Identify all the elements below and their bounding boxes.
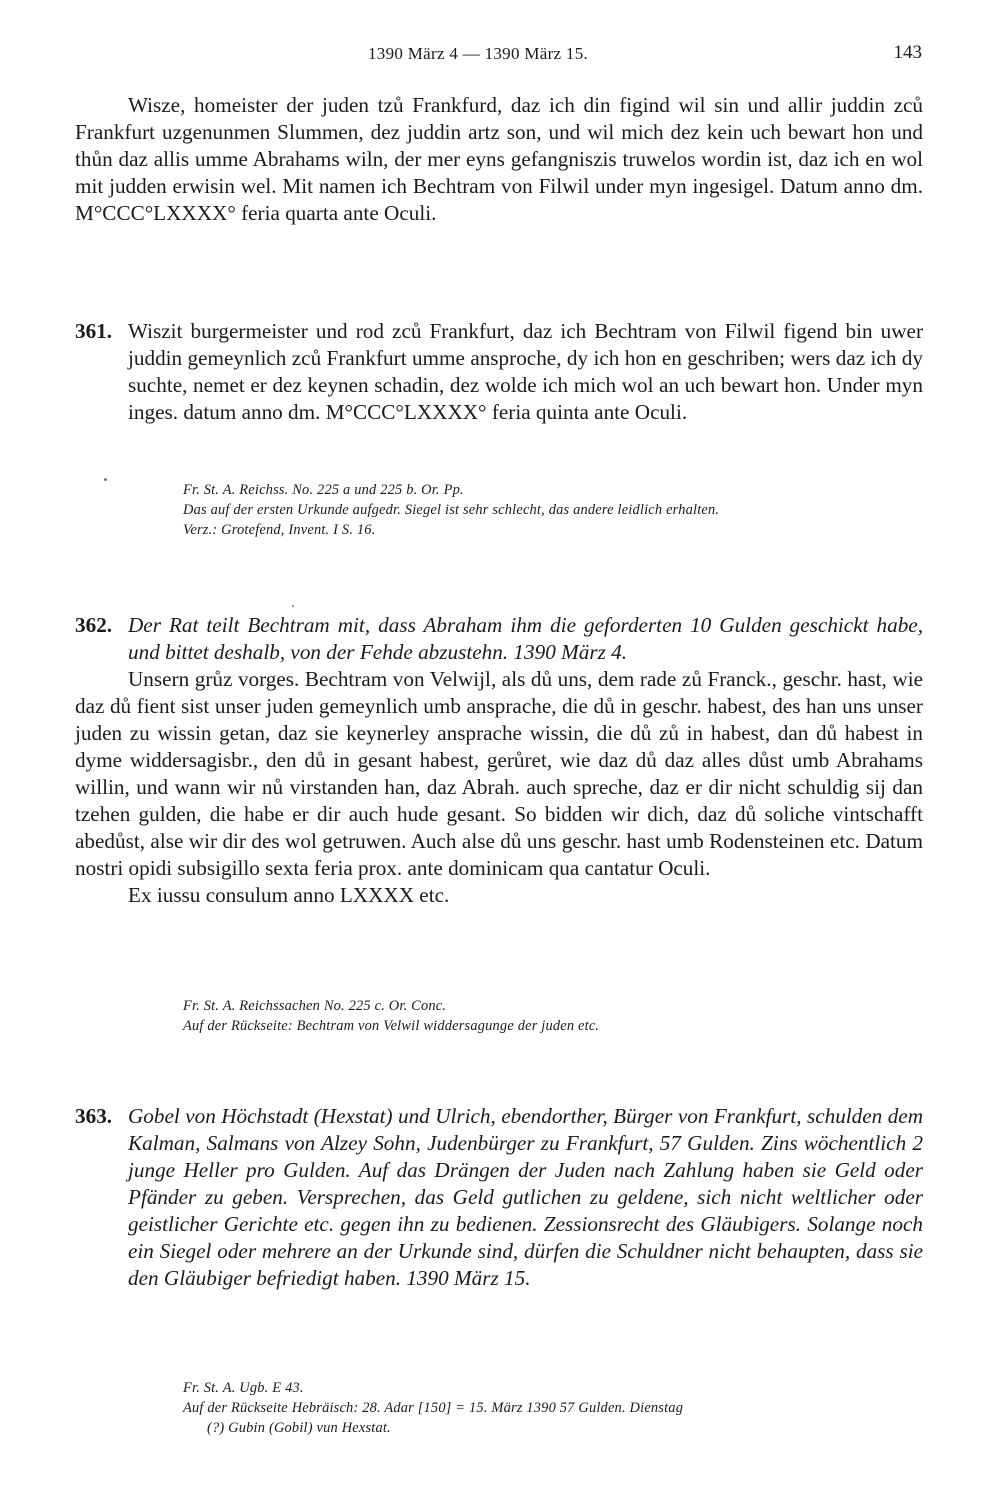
entry-number: 363. — [75, 1104, 113, 1128]
print-speck — [104, 478, 107, 481]
note-line: Verz.: Grotefend, Invent. I S. 16. — [183, 522, 376, 538]
entry-closing: Ex iussu consulum anno LXXXX etc. — [128, 883, 450, 907]
entry-summary: Der Rat teilt Bechtram mit, dass Abraham ihm die geforderten 10 Gulden geschickt habe, und bittet deshalb, von der Fehde abzustehn. 1390 März 4. — [128, 613, 923, 664]
note-line: (?) Gubin (Gobil) vun Hexstat. — [207, 1420, 391, 1436]
note-line: Fr. St. A. Reichss. No. 225 a und 225 b. Or. Pp. — [183, 482, 464, 498]
entry-361-notes — [183, 480, 928, 540]
note-line: Fr. St. A. Ugb. E 43. — [183, 1380, 304, 1396]
note-line: Fr. St. A. Reichssachen No. 225 c. Or. Conc. — [183, 998, 447, 1014]
entry-number: 362. — [75, 613, 113, 637]
note-line: Auf der Rückseite Hebräisch: 28. Adar [150] = 15. März 1390 57 Gulden. Dienstag — [183, 1400, 684, 1416]
entry-body: Unsern grůz vorges. Bechtram von Velwijl, als dů uns, dem rade zů Franck., geschr. hast, wie daz dů fient sist unser juden gemeynlich umb ansprache, die dů in geschr. habest, des han uns unser juden zu wissin getan, daz sie keynerley ansprache wissin, die dů zů in habest, dan dů habest in dyme widdersagisbr., den dů in gesant habest, gerůret, wie daz dů daz alles důst umb Abrahams willin, und wann wir nů virstanden han, daz Abrah. auch spreche, daz er dir nicht schuldig sij dan tzehen gulden, die habe er dir auch hude gesant. So bidden wir dich, daz dů soliche vintschafft abedůst, alse wir dir des wol getruwen. Auch alse dů uns geschr. hast umb Rodensteinen etc. Datum nostri opidi subsigillo sexta feria prox. ante dominicam qua cantatur Oculi. — [75, 667, 923, 880]
page-number: 143 — [893, 42, 922, 63]
entry-363 — [75, 1103, 923, 1292]
page-header — [0, 40, 1000, 68]
note-line: Auf der Rückseite: Bechtram von Velwil widdersagunge der juden etc. — [183, 1018, 600, 1034]
continued-paragraph — [75, 92, 923, 227]
entry-362-notes — [183, 996, 928, 1036]
print-speck — [292, 605, 294, 607]
entry-361 — [75, 318, 923, 426]
note-line: Das auf der ersten Urkunde aufgedr. Siegel ist sehr schlecht, das andere leidlich erhalten. — [183, 502, 720, 518]
entry-363-notes — [183, 1378, 928, 1438]
running-title: 1390 März 4 — 1390 März 15. — [368, 44, 589, 63]
entry-summary: Gobel von Höchstadt (Hexstat) und Ulrich, ebendorther, Bürger von Frankfurt, schulden dem Kalman, Salmans von Alzey Sohn, Judenbürger zu Frankfurt, 57 Gulden. Zins wöchentlich 2 junge Heller pro Gulden. Auf das Drängen der Juden nach Zahlung haben sie Geld oder Pfänder zu geben. Versprechen, das Geld gutlichen zu geldene, sich nicht weltlicher oder geistlicher Gerichte etc. gegen ihn zu bedienen. Zessionsrecht des Gläubigers. Solange noch ein Siegel oder mehrere an der Urkunde sind, dürfen die Schuldner nicht behaupten, dass sie den Gläubiger befriedigt haben. 1390 März 15. — [128, 1104, 923, 1290]
continued-text: Wisze, homeister der juden tzů Frankfurd, daz ich din figind wil sin und allir juddin zců Frankfurt uzgenunmen Slummen, dez juddin artz son, und wil mich dez kein uch bewart hon und thůn daz allis umme Abrahams wiln, der mer eyns gefangniszis truwelos wordin ist, daz ich en wol mit judden erwisin wel. Mit namen ich Bechtram von Filwil under myn ingesigel. Datum anno dm. M°CCC°LXXXX° feria quarta ante Oculi. — [75, 93, 923, 225]
entry-text: Wiszit burgermeister und rod zců Frankfurt, daz ich Bechtram von Filwil figend bin uwer juddin gemeynlich zců Frankfurt umme ansproche, dy ich hon en geschriben; wers daz ich dy suchte, nemet er dez keynen schadin, dez wolde ich mich wol an uch bewart hon. Under myn inges. datum anno dm. M°CCC°LXXXX° feria quinta ante Oculi. — [128, 319, 923, 424]
entry-362 — [75, 612, 923, 909]
entry-number: 361. — [75, 319, 113, 343]
